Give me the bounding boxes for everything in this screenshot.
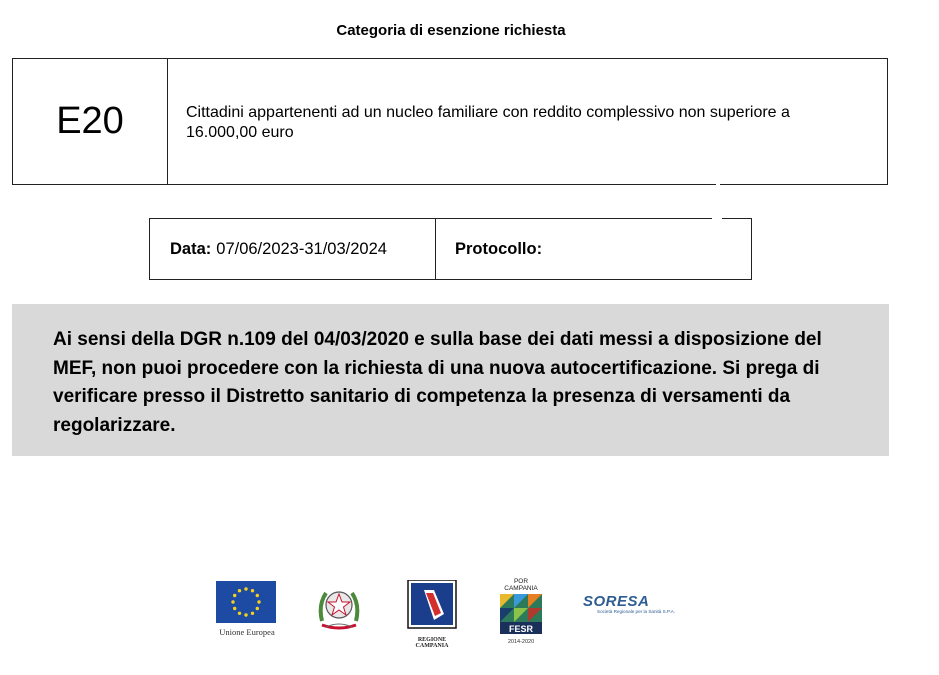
eu-logo [216, 581, 278, 641]
italian-republic-emblem [316, 581, 362, 633]
regione-campania-icon [402, 580, 462, 630]
rc-caption: REGIONE CAMPANIA [415, 637, 449, 649]
fesr-name: FESR [508, 624, 534, 634]
notice-message: Ai sensi della DGR n.109 del 04/03/2020 e sulla base dei dati messi a disposizione del MEF, non puoi procedere con la richiesta di una nuova autocertificazione. Si prega di verificare presso il Distretto sanitario di competenza la presenza di versamenti da regolarizzare. [12, 304, 889, 456]
page-title: Categoria di esenzione richiesta [336, 22, 566, 39]
fesr-years: 2014-2020 [507, 639, 535, 645]
border-gap [712, 214, 722, 222]
fesr-top-label: POR CAMPANIA [504, 578, 538, 592]
soresa-logo [583, 593, 683, 621]
info-box [149, 218, 752, 280]
republic-emblem-icon [316, 581, 362, 633]
category-description: Cittadini appartenenti ad un nucleo familiare con reddito complessivo non superiore a 16.000,00 euro [186, 104, 790, 141]
regione-campania-logo [402, 580, 462, 649]
date-value: 07/06/2023-31/03/2024 [216, 239, 387, 258]
eu-flag-icon [216, 581, 276, 623]
date-cell [150, 219, 436, 279]
date-label: Data: [170, 239, 212, 258]
soresa-subtitle: Società Regionale per la Sanità S.P.A. [597, 609, 676, 614]
protocol-cell [436, 219, 751, 279]
por-fesr-logo [498, 578, 544, 645]
protocol-label: Protocollo: [455, 239, 543, 258]
fesr-mosaic-icon [498, 592, 544, 634]
border-gap [716, 183, 720, 191]
soresa-name: SORESA [583, 593, 650, 610]
footer-logos [0, 575, 939, 649]
eu-caption: Unione Europea [219, 627, 275, 637]
category-box [12, 58, 888, 185]
category-code: E20 [13, 59, 168, 184]
